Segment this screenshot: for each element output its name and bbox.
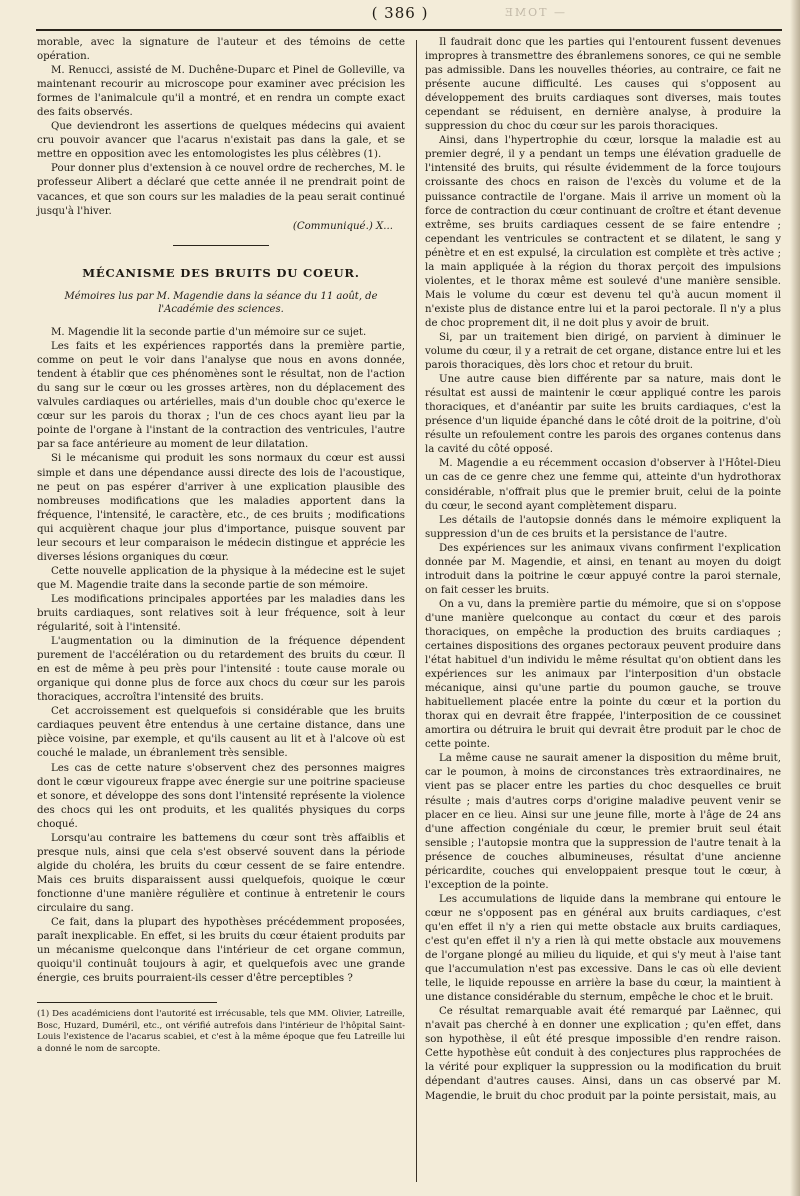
article-subtitle: Mémoires lus par M. Magendie dans la séance du 11 août, de l'Académie des sciences. (64, 290, 378, 315)
paragraph: Il faudrait donc que les parties qui l'entourent fussent devenues impropres à transmettre des ébranlemens sonores, ce qui ne semble pas admissible. Dans les nouvelles théories, au contraire, ce fait ne présente aucune difficulté. Les causes qui s'opposent au développement des bruits cardiaques sont diverses, mais toutes cependant se réduisent, en dernière analyse, à produire la suppression du choc du cœur sur les parois thoraciques. (425, 37, 781, 133)
paragraph: Lorsqu'au contraire les battemens du cœur sont très affaiblis et presque nuls, ainsi que cela s'est observé souvent dans la période algide du choléra, les bruits du cœur cessent de se faire entendre. Mais ces bruits disparaissent aussi quelquefois, quoique le cœur fonctionne d'une manière régulière et continue à entretenir le cours circulaire du sang. (37, 832, 405, 914)
paragraph: Des expériences sur les animaux vivans confirment l'explication donnée par M. Magendie, et ainsi, en tenant au moyen du doigt introduit dans la poitrine le cœur appuyé contre la paroi sternale, on fait cesser les bruits. (425, 542, 781, 596)
running-head-showthrough: — TOME (502, 6, 565, 19)
paragraph: Une autre cause bien différente par sa nature, mais dont le résultat est aussi de maintenir le cœur appliqué contre les parois thoraciques, et d'anéantir par suite les bruits cardiaques, c'est la présence d'un liquide épanché dans le côté droit de la poitrine, d'où résulte un refoulement contre les parois des organes contenus dans la cavité du côté opposé. (425, 374, 781, 456)
paragraph: Ce résultat remarquable avait été remarqué par Laënnec, qui n'avait pas cherché à en donner une explication ; qu'en effet, dans son hypothèse, il eût été presque impossible d'en rendre raison. Cette hypothèse eût conduit à des conjectures plus rapprochées de la vérité pour expliquer la suppression ou la modification du bruit dépendant d'autres causes. Ainsi, dans un cas observé par M. Magendie, le bruit du choc produit par la pointe persistait, mais, au (425, 1006, 781, 1102)
paragraph: Que deviendront les assertions de quelques médecins qui avaient cru pouvoir avancer que l'acarus n'existait pas dans la gale, et se mettre en opposition avec les entomologistes les plus célèbres (1). (37, 121, 405, 161)
left-column (37, 36, 405, 1056)
paragraph: Cette nouvelle application de la physique à la médecine est le sujet que M. Magendie traite dans la seconde partie de son mémoire. (37, 565, 405, 591)
footnote-rule (37, 1002, 217, 1003)
paragraph: Les accumulations de liquide dans la membrane qui entoure le cœur ne s'opposent pas en général aux bruits cardiaques, c'est qu'en effet il n'y a rien qui mette obstacle aux bruits cardiaques, c'est qu'en effet il n'y a rien là qui mette obstacle aux mouvemens de l'organe plongé au milieu du liquide, et qui s'y meut à l'aise tant que l'accumulation n'est pas excessive. Dans le cas où elle devient telle, le liquide repousse en arrière la base du cœur, la maintient à une distance considérable du sternum, empêche le choc et le bruit. (425, 893, 781, 1004)
paragraph: Si, par un traitement bien dirigé, on parvient à diminuer le volume du cœur, il y a retrait de cet organe, distance entre lui et les parois thoraciques, dès lors choc et retour du bruit. (425, 331, 781, 372)
page-number: ( 386 ) (371, 4, 429, 22)
right-column (425, 36, 781, 1104)
paragraph: L'augmentation ou la diminution de la fréquence dépendent purement de l'accélération ou du retardement des bruits du cœur. Il en est de même à peu près pour l'intensité : toute cause morale ou organique qui donne plus de force aux chocs du cœur sur les parois thoraciques, accroîtra l'intensité des bruits. (37, 636, 405, 704)
paragraph: M. Magendie lit la seconde partie d'un mémoire sur ce sujet. (51, 327, 367, 339)
section-divider (173, 245, 269, 246)
paragraph: M. Magendie a eu récemment occasion d'observer à l'Hôtel-Dieu un cas de ce genre chez une femme qui, atteinte d'un hydrothorax considérable, n'offrait plus que le premier bruit, celui de la pointe du cœur, le second ayant complètement disparu. (425, 458, 781, 512)
paragraph: Ce fait, dans la plupart des hypothèses précédemment proposées, paraît inexplicable. En effet, si les bruits du cœur étaient produits par un mécanisme quelconque dans l'intérieur de cet organe commun, quoiqu'il continuât toujours à agir, et quelquefois avec une grande énergie, ces bruits pourraient-ils cesser d'être perceptibles ? (37, 917, 405, 985)
paragraph: Ainsi, dans l'hypertrophie du cœur, lorsque la maladie est au premier degré, il y a pendant un temps une élévation graduelle de l'intensité des bruits, qui résulte évidemment de la force toujours croissante des chocs en raison de l'excès du volume et de la puissance contractile de l'organe. Mais il arrive un moment où la force de contraction du cœur continuant de croître et étant devenue extrême, ses bruits cardiaques cessent de se faire entendre ; cependant les ventricules se contractent et se dilatent, le sang y pénètre et en est expulsé, la circulation est complète et très active ; la main appliquée à la région du thorax perçoit des impulsions violentes, et le thorax même est soulevé d'une manière sensible. Mais le volume du cœur est devenu tel qu'à aucun moment il n'existe plus de distance entre lui et la paroi pectorale. Il n'y a plus de choc proprement dit, il ne doit plus y avoir de bruit. (425, 135, 781, 329)
footnote: (1) Des académiciens dont l'autorité est irrécusable, tels que MM. Olivier, Latreille, Bosc, Huzard, Duméril, etc., ont vérifié autrefois dans l'intérieur de l'hôpital Saint-Louis l'existence de l'acarus scabiei, et c'est à la même époque que feu Latreille lui a donné le nom de sarcopte. (37, 1009, 405, 1055)
article-title: MÉCANISME DES BRUITS DU COEUR. (82, 265, 360, 280)
paragraph: La même cause ne saurait amener la disposition du même bruit, car le poumon, à moins de circonstances très extraordinaires, ne vient pas se placer entre les parties du choc desquelles ce bruit résulte ; mais d'autres corps d'origine maladive peuvent venir se placer en ce lieu. Ainsi sur une jeune fille, morte à l'âge de 24 ans d'une affection congéniale du cœur, le premier bruit seul était sensible ; l'autopsie montra que la suppression de l'autre tenait à la présence de couches albumineuses, résultat d'une ancienne péricardite, couches qui enveloppaient presque tout le cœur, à l'exception de la pointe. (425, 753, 781, 891)
paragraph: Les détails de l'autopsie donnés dans le mémoire expliquent la suppression d'un de ces bruits et la persistance de l'autre. (425, 514, 781, 540)
paragraph: Pour donner plus d'extension à ce nouvel ordre de recherches, M. le professeur Alibert a déclaré que cette année il ne prendrait point de vacances, et que son cours sur les maladies de la peau serait continué jusqu'à l'hiver. (37, 163, 405, 217)
header-rule (36, 29, 782, 31)
paragraph: M. Renucci, assisté de M. Duchêne-Duparc et Pinel de Golleville, va maintenant recourir au microscope pour examiner avec précision les formes de l'animalcule qu'il a montré, et en rendra un compte exact des faits observés. (37, 65, 405, 119)
signature (37, 220, 393, 234)
paragraph: Les faits et les expériences rapportés dans la première partie, comme on peut le voir dans l'analyse que nous en avons donnée, tendent à établir que ces phénomènes sont le résultat, non de l'action du sang sur le cœur ou les grosses artères, non du déplacement des valvules cardiaques ou artérielles, mais d'un double choc qu'exerce le cœur sur les parois du thorax ; l'un de ces chocs ayant lieu par la pointe de l'organe à l'instant de la contraction des ventricules, l'autre par sa face antérieure au moment de leur dilatation. (37, 341, 405, 451)
paragraph: Cet accroissement est quelquefois si considérable que les bruits cardiaques peuvent être entendus à une certaine distance, dans une pièce voisine, par exemple, et qu'ils causent au lit et à l'alcove où est couché le malade, un ébranlement très sensible. (37, 706, 405, 760)
column-divider (416, 40, 417, 1182)
paragraph-continuation: morable, avec la signature de l'auteur et des témoins de cette opération. (37, 37, 405, 63)
paragraph: Les modifications principales apportées par les maladies dans les bruits cardiaques, sont relatives soit à leur fréquence, soit à leur régularité, soit à l'intensité. (37, 593, 405, 634)
paragraph: Si le mécanisme qui produit les sons normaux du cœur est aussi simple et dans une dépendance aussi directe des lois de l'acoustique, ne peut on pas espérer d'arriver à une explication plausible des nombreuses modifications que les maladies apportent dans la fréquence, l'intensité, le caractère, etc., de ces bruits ; modifications qui acquièrent chaque jour plus d'importance, puisque souvent par leur secours et leur comparaison le médecin distingue et apprécie les diverses lésions organiques du cœur. (37, 453, 405, 563)
signature-text: (Communiqué.) X... (292, 220, 393, 232)
paragraph: On a vu, dans la première partie du mémoire, que si on s'oppose d'une manière quelconque au contact du cœur et des parois thoraciques, on empêche la production des bruits cardiaques ; certaines dispositions des organes pectoraux peuvent produire dans l'état habituel d'un individu le même résultat qu'on obtient dans les expériences sur les animaux par l'interposition d'un obstacle mécanique, ainsi qu'une partie du poumon gauche, se trouve habituellement placée entre la pointe du cœur et la portion du thorax qui en devrait être frappée, l'interposition de ce coussinet amortira ou détruira le bruit qui devrait être produit par le choc de cette pointe. (425, 598, 781, 751)
paragraph: Les cas de cette nature s'observent chez des personnes maigres dont le cœur vigoureux frappe avec énergie sur une poitrine spacieuse et sonore, et développe des sons dont l'intensité représente la violence des chocs qui les ont produits, et les qualités physiques du corps choqué. (37, 762, 405, 830)
